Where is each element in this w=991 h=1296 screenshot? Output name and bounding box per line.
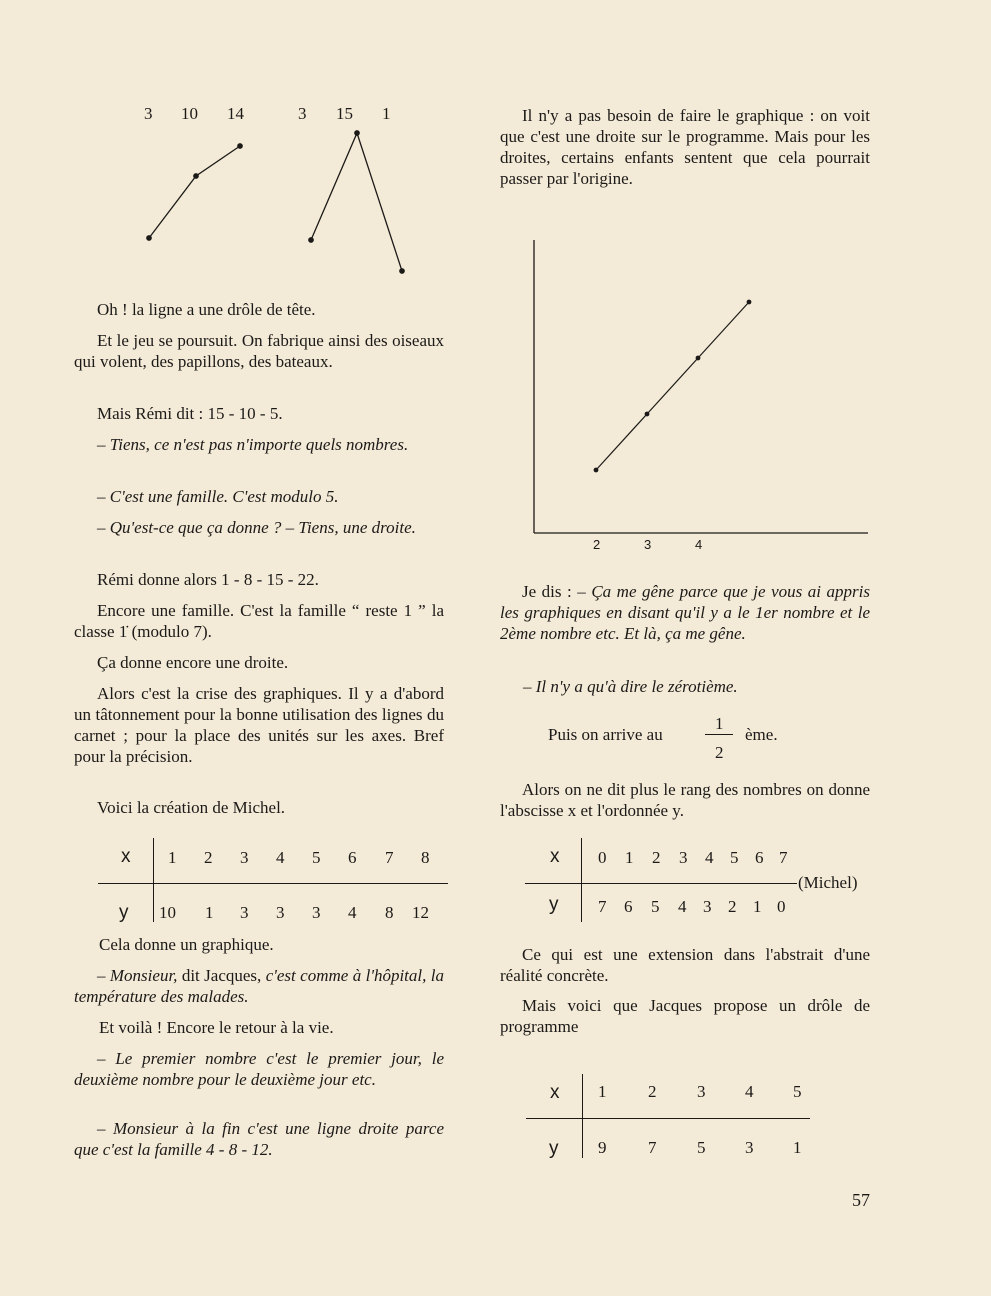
- table-michel-x-cell: 0: [598, 848, 607, 867]
- table-michel-x-cell: 7: [779, 848, 788, 867]
- fig1-num-3: 14: [227, 104, 244, 123]
- table-michel-vline: [581, 838, 582, 922]
- para-ca-donne: Ça donne encore une droite.: [97, 653, 289, 672]
- chart-point: [594, 468, 599, 473]
- table-michel-hline: [525, 883, 797, 884]
- table-michel-note: (Michel): [798, 873, 858, 892]
- fig2-num-1: 3: [298, 104, 307, 123]
- table-left-x-cell: 4: [276, 848, 285, 867]
- jacques-quote-1: – Monsieur,: [97, 966, 178, 985]
- para-cela-donne: Cela donne un graphique.: [99, 935, 274, 954]
- table-left-y-cell: 4: [348, 903, 357, 922]
- jacques-quote-2: dit Jacques,: [177, 966, 266, 985]
- para-crise: Alors c'est la crise des graphiques. Il y a d'abord un tâtonnement pour la bonne utilisation des lignes du carnet ; pour la place des unités sur les axes. Bref pour la précision.: [74, 684, 444, 766]
- fig2-num-3: 1: [382, 104, 391, 123]
- table-michel-y-cell: 1: [753, 897, 762, 916]
- fig2-num-2: 15: [336, 104, 353, 123]
- table-jacques-x-cell: 5: [793, 1082, 802, 1101]
- fig1-num-2: 10: [181, 104, 198, 123]
- table-left-y-label: y: [119, 902, 129, 923]
- chart-point: [696, 356, 701, 361]
- table-jacques-y-cell: 1: [793, 1138, 802, 1157]
- table-michel-x-cell: 3: [679, 848, 688, 867]
- puis-after: ème.: [745, 725, 778, 744]
- para-tiens: – Tiens, ce n'est pas n'importe quels nombres.: [97, 435, 409, 454]
- table-left-y-cell: 3: [276, 903, 285, 922]
- table-jacques-y-label: y: [549, 1138, 559, 1159]
- table-jacques-x-cell: 1: [598, 1082, 607, 1101]
- chart-series-line: [596, 302, 749, 470]
- chart-point: [645, 412, 650, 417]
- table-left-y-cell: 10: [159, 903, 176, 922]
- fraction-denominator: 2: [715, 743, 724, 762]
- table-jacques-x-cell: 3: [697, 1082, 706, 1101]
- table-jacques-vline: [582, 1074, 583, 1158]
- para-famille: – C'est une famille. C'est modulo 5.: [97, 487, 339, 506]
- table-michel-y-cell: 4: [678, 897, 687, 916]
- para-voila: Et voilà ! Encore le retour à la vie.: [99, 1018, 334, 1037]
- chart-x-tick-label: 2: [593, 537, 601, 552]
- table-jacques-x-label: x: [550, 1082, 560, 1103]
- para-voici: Voici la création de Michel.: [97, 798, 286, 817]
- fraction-numerator: 1: [715, 714, 724, 733]
- table-michel-y-label: y: [549, 894, 559, 915]
- table-michel-y-cell: 5: [651, 897, 660, 916]
- chart-x-tick-label: 4: [695, 537, 703, 552]
- table-michel-x-cell: 6: [755, 848, 764, 867]
- para-encore: Encore une famille. C'est la famille “ reste 1 ” la classe 1̇ (modulo 7).: [74, 601, 444, 641]
- table-michel-y-cell: 3: [703, 897, 712, 916]
- table-michel-y-cell: 6: [624, 897, 633, 916]
- para-extension: Ce qui est une extension dans l'abstrait d'une réalité concrète.: [500, 945, 870, 985]
- table-left-y-cell: 3: [240, 903, 249, 922]
- table-jacques-y-cell: 5: [697, 1138, 706, 1157]
- para-premier: – Le premier nombre c'est le premier jour, le deuxième nombre pour le deuxième jour etc.: [74, 1049, 444, 1089]
- chart-point: [747, 300, 752, 305]
- fig1-num-1: 3: [144, 104, 153, 123]
- table-michel-y-cell: 7: [598, 897, 607, 916]
- para-droite: – Qu'est-ce que ça donne ? – Tiens, une droite.: [97, 518, 416, 537]
- table-left-x-cell: 8: [421, 848, 430, 867]
- para-zerotieme: – Il n'y a qu'à dire le zérotième.: [523, 677, 738, 696]
- table-left-x-cell: 2: [204, 848, 213, 867]
- chart-x-tick-label: 3: [644, 537, 652, 552]
- table-left-y-cell: 8: [385, 903, 394, 922]
- para-oh: Oh ! la ligne a une drôle de tête.: [97, 300, 316, 319]
- para-fin: – Monsieur à la fin c'est une ligne droite parce que c'est la famille 4 - 8 - 12.: [74, 1119, 444, 1159]
- para-intro: Il n'y a pas besoin de faire le graphique : on voit que c'est une droite sur le programme. Mais pour les droites, certains enfants sentent que cela pourrait passer par l'origine.: [500, 106, 870, 188]
- para-remi-donne: Rémi donne alors 1 - 8 - 15 - 22.: [97, 570, 319, 589]
- page-number: 57: [852, 1190, 870, 1210]
- fraction-bar: [705, 734, 733, 735]
- je-dis-normal: Je dis :: [522, 582, 578, 601]
- table-michel-y-cell: 2: [728, 897, 737, 916]
- para-mais-voici: Mais voici que Jacques propose un drôle de programme: [500, 996, 870, 1036]
- table-jacques-hline: [526, 1118, 810, 1119]
- table-left-x-cell: 3: [240, 848, 249, 867]
- para-alors: Alors on ne dit plus le rang des nombres on donne l'abscisse x et l'ordonnée y.: [500, 780, 870, 820]
- table-left-x-cell: 5: [312, 848, 321, 867]
- jacques-quote-3: c'est comme à l'hôpital, la température des malades.: [74, 966, 445, 1006]
- para-jeu: Et le jeu se poursuit. On fabrique ainsi des oiseaux qui volent, des papillons, des bateaux.: [74, 331, 444, 371]
- table-left-x-cell: 7: [385, 848, 394, 867]
- table-jacques-y-cell: 7: [648, 1138, 657, 1157]
- table-michel-x-cell: 2: [652, 848, 661, 867]
- table-jacques-y-cell: 3: [745, 1138, 754, 1157]
- puis-before: Puis on arrive au: [548, 725, 663, 744]
- table-michel-x-cell: 1: [625, 848, 634, 867]
- para-remi-dit: Mais Rémi dit : 15 - 10 - 5.: [97, 404, 283, 423]
- table-left-y-cell: 1: [205, 903, 214, 922]
- table-jacques-x-cell: 2: [648, 1082, 657, 1101]
- table-michel-y-cell: 0: [777, 897, 786, 916]
- table-left-y-cell: 12: [412, 903, 429, 922]
- table-jacques-x-cell: 4: [745, 1082, 754, 1101]
- table-michel-x-cell: 5: [730, 848, 739, 867]
- table-michel-x-label: x: [550, 846, 560, 867]
- para-je-dis: [500, 581, 870, 644]
- table-left-y-cell: 3: [312, 903, 321, 922]
- table-jacques-y-cell: 9: [598, 1138, 607, 1157]
- table-left-x-label: x: [121, 846, 131, 867]
- table-michel-x-cell: 4: [705, 848, 714, 867]
- table-left-x-cell: 1: [168, 848, 177, 867]
- je-dis-italic: – Ça me gêne parce que je vous ai appris les graphiques en disant qu'il y a le 1er nombre et le 2ème nombre etc. Et là, ça me gêne.: [500, 582, 870, 643]
- table-left-x-cell: 6: [348, 848, 357, 867]
